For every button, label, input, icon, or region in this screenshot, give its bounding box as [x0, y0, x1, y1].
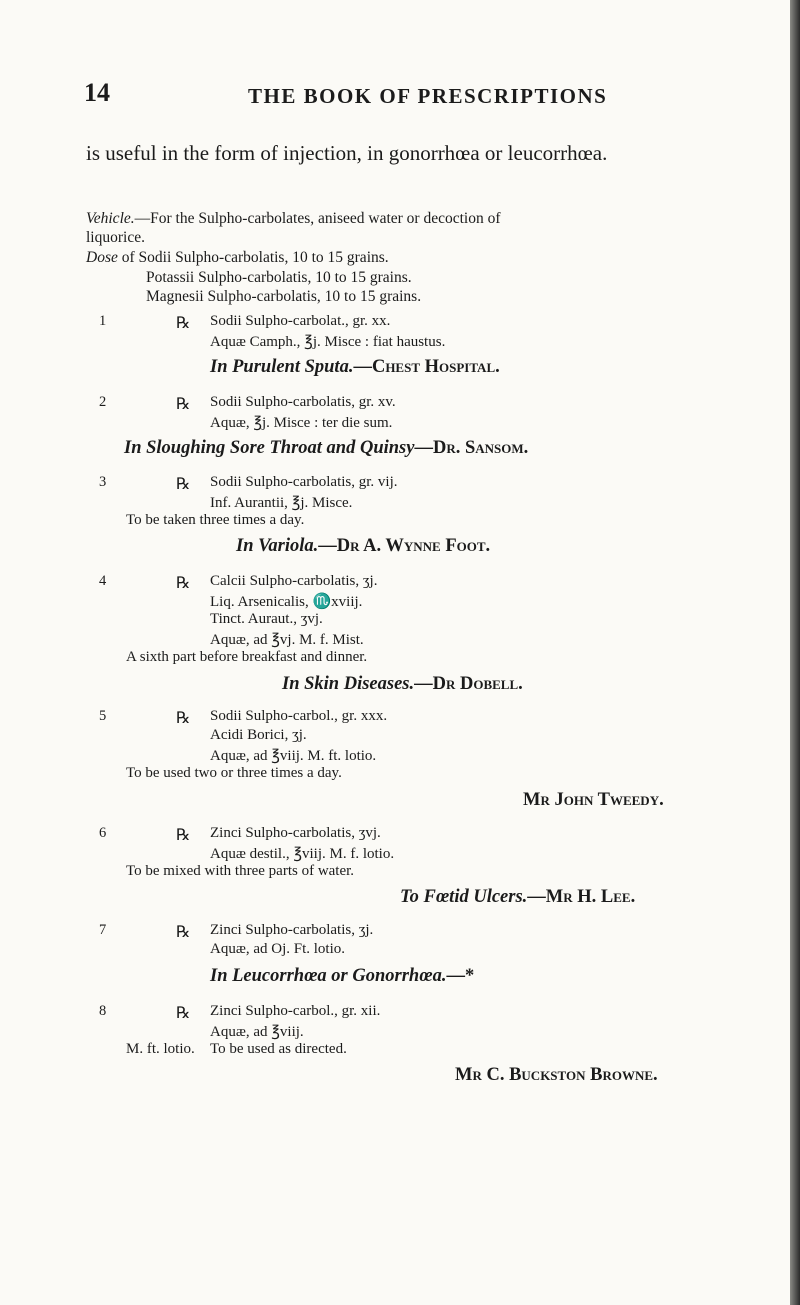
vehicle-line-1: Vehicle.—For the Sulpho-carbolates, aniseed water or decoction of [86, 210, 501, 227]
rx-icon: ℞ [176, 924, 191, 941]
page-number: 14 [84, 78, 110, 107]
dose-line-3: Magnesii Sulpho-carbolatis, 10 to 15 grains. [146, 288, 422, 305]
dose-label: Dose [86, 249, 118, 266]
rx-icon: ℞ [176, 396, 191, 413]
page-header [84, 78, 784, 118]
ingredient-line: Zinci Sulpho-carbol., gr. xii. [210, 1003, 381, 1019]
continuation-paragraph: is useful in the form of injection, in gonorrhœa or leucorrhœa. [86, 141, 608, 165]
prescription-number: 4 [99, 573, 107, 589]
prescription-heading: To Fœtid Ulcers.—Mr H. Lee. [400, 887, 636, 907]
rx-icon: ℞ [176, 827, 191, 844]
prescription-heading: In Skin Diseases.—Dr Dobell. [282, 674, 523, 694]
prescription-heading: In Purulent Sputa.—Chest Hospital. [210, 357, 500, 377]
ingredient-line: Sodii Sulpho-carbolatis, gr. xv. [210, 394, 396, 410]
rx-icon: ℞ [176, 1005, 191, 1022]
ingredient-line: Acidi Borici, ʒj. [210, 727, 307, 743]
ingredient-line: Aquæ, ad ℥viij. [210, 1024, 304, 1040]
instruction-line: To be taken three times a day. [126, 512, 305, 528]
instruction-line: A sixth part before breakfast and dinner. [126, 649, 368, 665]
running-head: THE BOOK OF PRESCRIPTIONS [248, 84, 608, 108]
instruction-line: To be used as directed. [210, 1041, 347, 1057]
ingredient-line: Zinci Sulpho-carbolatis, ʒj. [210, 922, 374, 938]
vehicle-line-2: liquorice. [86, 229, 145, 246]
prescription-heading: In Sloughing Sore Throat and Quinsy—Dr. Sansom. [124, 438, 529, 458]
ingredient-line: Aquæ, ℥j. Misce : ter die sum. [210, 415, 393, 431]
vehicle-label: Vehicle. [86, 210, 135, 227]
prescription-heading: In Leucorrhœa or Gonorrhœa.—* [210, 966, 475, 986]
ingredient-line: Sodii Sulpho-carbolat., gr. xx. [210, 313, 391, 329]
ingredient-line: Liq. Arsenicalis, ♏xviij. [210, 594, 363, 610]
ingredient-line: Aquæ, ad Oj. Ft. lotio. [210, 941, 346, 957]
prescription-number: 3 [99, 474, 107, 490]
ingredient-line: Calcii Sulpho-carbolatis, ʒj. [210, 573, 378, 589]
ingredient-line: Aquæ, ad ℥vj. M. f. Mist. [210, 632, 364, 648]
prescription-number: 2 [99, 394, 107, 410]
ingredient-line: Aquæ Camph., ℥j. Misce : fiat haustus. [210, 334, 446, 350]
instruction-line: To be mixed with three parts of water. [126, 863, 355, 879]
prescription-number: 1 [99, 313, 107, 329]
ingredient-line: Zinci Sulpho-carbolatis, ʒvj. [210, 825, 381, 841]
instruction-line: M. ft. lotio. [126, 1041, 195, 1057]
prescription-number: 5 [99, 708, 107, 724]
ingredient-line: Aquæ destil., ℥viij. M. f. lotio. [210, 846, 395, 862]
prescription-number: 8 [99, 1003, 107, 1019]
prescription-number: 7 [99, 922, 107, 938]
prescription-number: 6 [99, 825, 107, 841]
prescription-signature: Mr John Tweedy. [523, 790, 664, 810]
instruction-line: To be used two or three times a day. [126, 765, 342, 781]
page-edge-shadow [790, 0, 800, 1305]
rx-icon: ℞ [176, 710, 191, 727]
prescription-signature: Mr C. Buckston Browne. [455, 1065, 658, 1085]
ingredient-line: Aquæ, ad ℥viij. M. ft. lotio. [210, 748, 377, 764]
ingredient-line: Tinct. Auraut., ʒvj. [210, 611, 323, 627]
rx-icon: ℞ [176, 575, 191, 592]
prescription-heading: In Variola.—Dr A. Wynne Foot. [236, 536, 491, 556]
ingredient-line: Sodii Sulpho-carbolatis, gr. vij. [210, 474, 398, 490]
ingredient-line: Sodii Sulpho-carbol., gr. xxx. [210, 708, 388, 724]
dose-line-1: Dose of Sodii Sulpho-carbolatis, 10 to 15 grains. [86, 249, 389, 266]
rx-icon: ℞ [176, 315, 191, 332]
ingredient-line: Inf. Aurantii, ℥j. Misce. [210, 495, 353, 511]
rx-icon: ℞ [176, 476, 191, 493]
dose-line-2: Potassii Sulpho-carbolatis, 10 to 15 grains. [146, 269, 412, 286]
